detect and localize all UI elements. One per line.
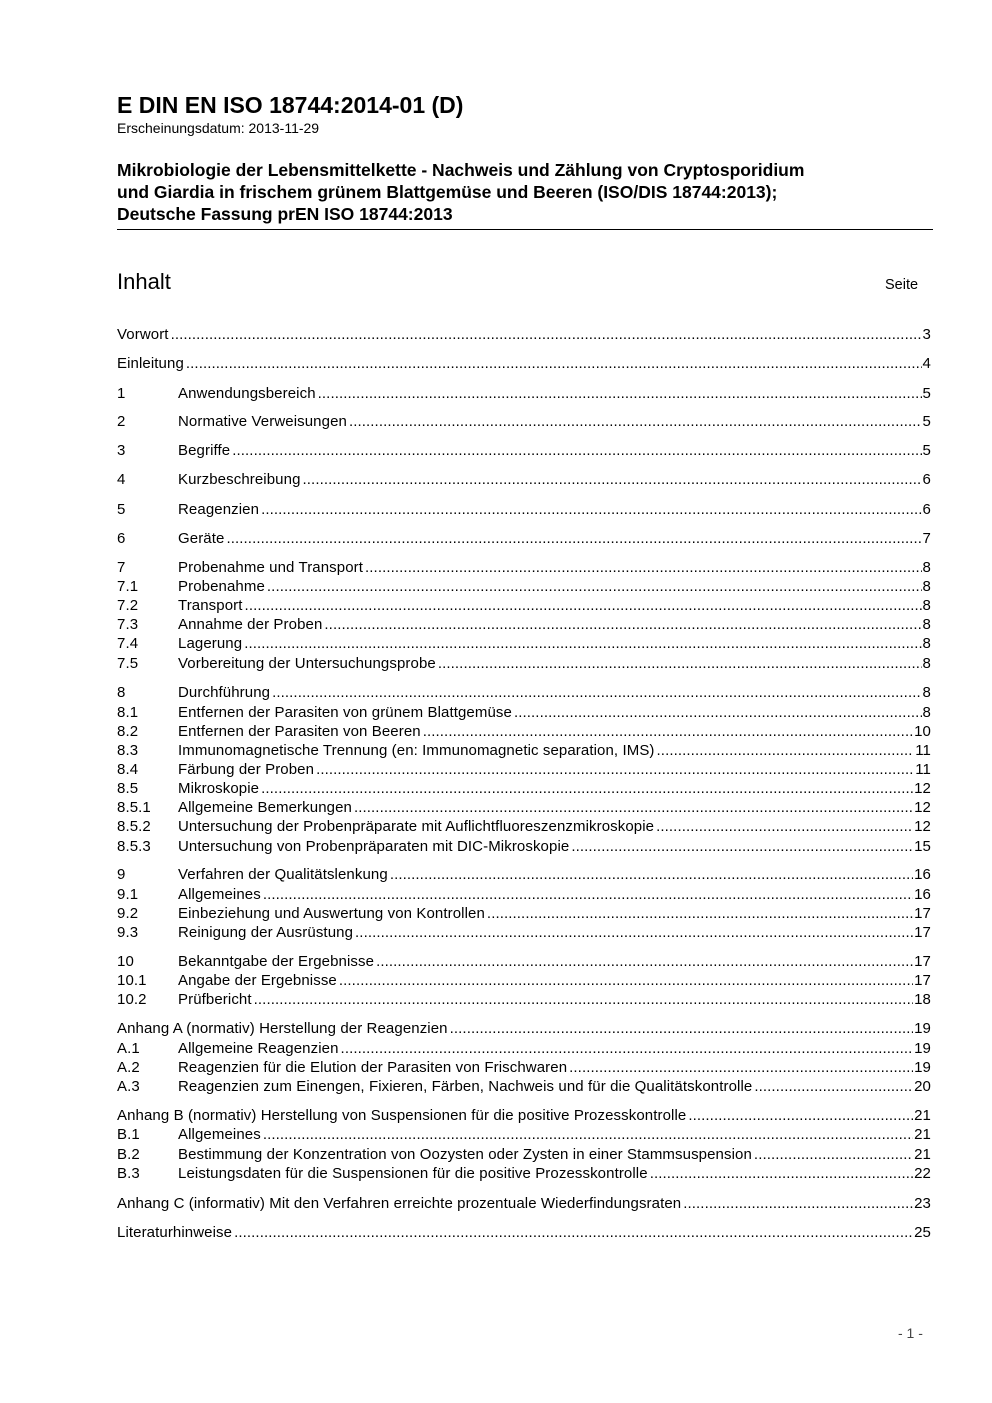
- toc-entry-page: 7: [922, 530, 931, 547]
- toc-entry-page: 18: [914, 991, 931, 1008]
- toc-entry[interactable]: [117, 325, 931, 344]
- toc-dot-leader: [688, 1106, 913, 1125]
- toc-entry-page: 23: [914, 1195, 931, 1212]
- toc-entry[interactable]: [117, 384, 931, 403]
- toc-dot-leader: [303, 470, 922, 489]
- toc-entry[interactable]: [117, 798, 931, 817]
- toc-entry-page: 16: [914, 886, 931, 903]
- toc-entry-title: Reagenzien für die Elution der Parasiten von Frischwaren: [178, 1059, 568, 1076]
- toc-entry-number: 1: [117, 385, 126, 402]
- toc-entry-number: 6: [117, 530, 126, 547]
- toc-entry-title: Durchführung: [178, 684, 271, 701]
- toc-entry-number: 7.2: [117, 597, 139, 614]
- toc-entry-title: Reinigung der Ausrüstung: [178, 924, 354, 941]
- toc-entry-page: 8: [922, 559, 931, 576]
- toc-entry-number: B.3: [117, 1165, 140, 1182]
- toc-entry-page: 25: [914, 1224, 931, 1241]
- toc-entry[interactable]: [117, 1058, 931, 1077]
- toc-entry-title: Entfernen der Parasiten von grünem Blattgemüse: [178, 704, 512, 721]
- toc-entry-page: 17: [914, 905, 931, 922]
- toc-dot-leader: [650, 1164, 913, 1183]
- toc-dot-leader: [272, 683, 921, 702]
- toc-entry[interactable]: [117, 441, 931, 460]
- toc-entry-title: Einbeziehung und Auswertung von Kontrollen: [178, 905, 485, 922]
- toc-dot-leader: [390, 865, 913, 884]
- toc-entry-title: Untersuchung von Probenpräparaten mit DIC-Mikroskopie: [178, 838, 570, 855]
- toc-entry-number: 7.1: [117, 578, 139, 595]
- toc-entry[interactable]: [117, 654, 931, 673]
- toc-entry[interactable]: [117, 1106, 931, 1125]
- toc-entry-title: Angabe der Ergebnisse: [178, 972, 337, 989]
- toc-dot-leader: [261, 500, 921, 519]
- toc-entry[interactable]: [117, 615, 931, 634]
- toc-entry-number: 8.1: [117, 704, 139, 721]
- toc-entry-title: Anhang A (normativ) Herstellung der Reagenzien: [117, 1020, 448, 1037]
- toc-entry-number: 10.1: [117, 972, 147, 989]
- toc-dot-leader: [186, 354, 922, 373]
- toc-dot-leader: [754, 1077, 913, 1096]
- toc-entry-number: 8.5: [117, 780, 139, 797]
- toc-entry[interactable]: [117, 865, 931, 884]
- toc-entry-title: Allgemeines: [178, 1126, 261, 1143]
- toc-entry-title: Anwendungsbereich: [178, 385, 316, 402]
- toc-entry[interactable]: [117, 1194, 931, 1213]
- toc-entry[interactable]: [117, 558, 931, 577]
- toc-entry-page: 6: [922, 501, 931, 518]
- toc-entry-title: Transport: [178, 597, 243, 614]
- toc-entry[interactable]: [117, 634, 931, 653]
- toc-entry-title: Verfahren der Qualitätslenkung: [178, 866, 388, 883]
- toc-dot-leader: [423, 722, 913, 741]
- toc-entry[interactable]: [117, 1223, 931, 1242]
- toc-entry-title: Allgemeine Reagenzien: [178, 1040, 339, 1057]
- toc-entry-number: 8.4: [117, 761, 139, 778]
- toc-entry-title: Literaturhinweise: [117, 1224, 233, 1241]
- toc-entry-number: 9.2: [117, 905, 139, 922]
- document-title-line: Deutsche Fassung prEN ISO 18744:2013: [117, 204, 453, 224]
- toc-entry-number: 8.5.3: [117, 838, 151, 855]
- toc-entry-title: Allgemeines: [178, 886, 261, 903]
- toc-entry-title: Bestimmung der Konzentration von Oozysten oder Zysten in einer Stammsuspension: [178, 1146, 752, 1163]
- toc-entry-title: Mikroskopie: [178, 780, 260, 797]
- toc-entry-number: A.2: [117, 1059, 140, 1076]
- toc-entry[interactable]: [117, 703, 931, 722]
- toc-entry-title: Lagerung: [178, 635, 243, 652]
- toc-entry-number: 5: [117, 501, 126, 518]
- toc-entry-page: 17: [914, 972, 931, 989]
- toc-entry-page: 21: [914, 1107, 931, 1124]
- toc-entry-number: 8: [117, 684, 126, 701]
- toc-entry-title: Anhang C (informativ) Mit den Verfahren erreichte prozentuale Wiederfindungsraten: [117, 1195, 682, 1212]
- toc-entry-title: Probenahme und Transport: [178, 559, 364, 576]
- toc-entry-page: 10: [914, 723, 931, 740]
- toc-dot-leader: [234, 1223, 913, 1242]
- toc-dot-leader: [341, 1039, 914, 1058]
- toc-entry[interactable]: [117, 470, 931, 489]
- toc-entry-page: 12: [914, 799, 931, 816]
- toc-entry-page: 19: [914, 1020, 931, 1037]
- toc-entry-page: 5: [922, 442, 931, 459]
- toc-dot-leader: [354, 798, 913, 817]
- toc-entry-title: Einleitung: [117, 355, 184, 372]
- toc-entry[interactable]: [117, 1145, 931, 1164]
- toc-entry[interactable]: [117, 990, 931, 1009]
- toc-entry-number: 8.5.2: [117, 818, 151, 835]
- toc-dot-leader: [450, 1019, 913, 1038]
- toc-entry-title: Leistungsdaten für die Suspensionen für die positive Prozesskontrolle: [178, 1165, 648, 1182]
- toc-entry-title: Bekanntgabe der Ergebnisse: [178, 953, 375, 970]
- toc-entry-page: 8: [922, 704, 931, 721]
- publication-date: Erscheinungsdatum: 2013-11-29: [117, 120, 320, 136]
- document-title: [117, 159, 933, 230]
- toc-entry-title: Reagenzien: [178, 501, 260, 518]
- toc-entry[interactable]: [117, 904, 931, 923]
- toc-dot-leader: [232, 441, 921, 460]
- toc-entry-title: Untersuchung der Probenpräparate mit Auflichtfluoreszenzmikroskopie: [178, 818, 655, 835]
- toc-dot-leader: [438, 654, 922, 673]
- toc-dot-leader: [318, 384, 922, 403]
- toc-entry-page: 17: [914, 953, 931, 970]
- toc-entry-page: 8: [922, 655, 931, 672]
- toc-dot-leader: [254, 990, 913, 1009]
- toc-entry[interactable]: [117, 1077, 931, 1096]
- toc-entry-number: A.1: [117, 1040, 140, 1057]
- toc-entry-title: Geräte: [178, 530, 225, 547]
- toc-entry-page: 22: [914, 1165, 931, 1182]
- toc-entry-page: 17: [914, 924, 931, 941]
- toc-entry-number: 9.1: [117, 886, 139, 903]
- toc-dot-leader: [267, 577, 922, 596]
- toc-entry[interactable]: [117, 500, 931, 519]
- toc-entry-number: 2: [117, 413, 126, 430]
- document-title-line: und Giardia in frischem grünem Blattgemüse und Beeren (ISO/DIS 18744:2013);: [117, 182, 778, 202]
- toc-entry-page: 8: [922, 616, 931, 633]
- toc-dot-leader: [339, 971, 913, 990]
- toc-entry-page: 11: [915, 742, 931, 759]
- toc-entry-title: Reagenzien zum Einengen, Fixieren, Färben, Nachweis und für die Qualitätskontrolle: [178, 1078, 753, 1095]
- toc-dot-leader: [261, 779, 913, 798]
- toc-entry-title: Vorbereitung der Untersuchungsprobe: [178, 655, 436, 672]
- toc-entry-number: 8.2: [117, 723, 139, 740]
- toc-dot-leader: [569, 1058, 913, 1077]
- toc-dot-leader: [316, 760, 914, 779]
- toc-entry-page: 15: [914, 838, 931, 855]
- toc-dot-leader: [657, 741, 915, 760]
- toc-entry-number: 3: [117, 442, 126, 459]
- toc-entry-title: Begriffe: [178, 442, 231, 459]
- toc-entry-title: Allgemeine Bemerkungen: [178, 799, 352, 816]
- toc-entry[interactable]: [117, 817, 931, 836]
- toc-entry[interactable]: [117, 1164, 931, 1183]
- document-id: E DIN EN ISO 18744:2014-01 (D): [117, 92, 464, 118]
- toc-entry[interactable]: [117, 722, 931, 741]
- toc-entry[interactable]: [117, 412, 931, 431]
- toc-entry[interactable]: [117, 529, 931, 548]
- toc-entry-number: 9: [117, 866, 126, 883]
- toc-entry[interactable]: [117, 923, 931, 942]
- toc-entry[interactable]: [117, 354, 931, 373]
- toc-entry-title: Annahme der Proben: [178, 616, 323, 633]
- toc-entry-page: 16: [914, 866, 931, 883]
- toc-dot-leader: [571, 837, 913, 856]
- toc-entry-page: 6: [922, 471, 931, 488]
- toc-entry-page: 8: [922, 597, 931, 614]
- toc-dot-leader: [487, 904, 913, 923]
- toc-entry-page: 3: [922, 326, 931, 343]
- page-number: - 1 -: [898, 1325, 923, 1341]
- toc-entry-page: 5: [922, 385, 931, 402]
- toc-entry[interactable]: [117, 683, 931, 702]
- toc-entry-number: A.3: [117, 1078, 140, 1095]
- toc-dot-leader: [514, 703, 922, 722]
- toc-dot-leader: [355, 923, 913, 942]
- toc-entry-number: 7.3: [117, 616, 139, 633]
- toc-entry[interactable]: [117, 596, 931, 615]
- toc-entry-page: 19: [914, 1040, 931, 1057]
- toc-entry[interactable]: [117, 741, 931, 760]
- toc-entry-page: 19: [914, 1059, 931, 1076]
- toc-dot-leader: [171, 325, 922, 344]
- toc-dot-leader: [263, 885, 913, 904]
- toc-entry-page: 8: [922, 578, 931, 595]
- toc-entry[interactable]: [117, 1039, 931, 1058]
- toc-heading: Inhalt: [117, 269, 171, 294]
- toc-dot-leader: [376, 952, 913, 971]
- toc-entry-page: 8: [922, 684, 931, 701]
- toc-entry[interactable]: [117, 779, 931, 798]
- toc-entry-title: Färbung der Proben: [178, 761, 315, 778]
- toc-entry-number: 7.5: [117, 655, 139, 672]
- toc-entry-page: 20: [914, 1078, 931, 1095]
- toc-entry-number: 10.2: [117, 991, 147, 1008]
- toc-entry-title: Vorwort: [117, 326, 169, 343]
- toc-entry-number: 8.5.1: [117, 799, 151, 816]
- toc-entry-page: 12: [914, 780, 931, 797]
- toc-entry[interactable]: [117, 837, 931, 856]
- toc-entry-number: 8.3: [117, 742, 139, 759]
- toc-dot-leader: [754, 1145, 913, 1164]
- toc-entry-page: 4: [922, 355, 931, 372]
- toc-dot-leader: [245, 596, 922, 615]
- toc-entry-number: B.2: [117, 1146, 140, 1163]
- toc-page-column-label: Seite: [885, 277, 919, 293]
- toc-entry-title: Prüfbericht: [178, 991, 252, 1008]
- toc-dot-leader: [656, 817, 913, 836]
- toc-dot-leader: [263, 1125, 913, 1144]
- toc-entry[interactable]: [117, 1019, 931, 1038]
- toc-entry-number: 10: [117, 953, 134, 970]
- toc-entry-title: Entfernen der Parasiten von Beeren: [178, 723, 421, 740]
- toc-entry-title: Immunomagnetische Trennung (en: Immunomagnetic separation, IMS): [178, 742, 655, 759]
- toc-entry-page: 12: [914, 818, 931, 835]
- toc-dot-leader: [365, 558, 922, 577]
- toc-entry-title: Normative Verweisungen: [178, 413, 347, 430]
- toc-dot-leader: [226, 529, 921, 548]
- toc-entry-number: 7.4: [117, 635, 139, 652]
- toc-dot-leader: [349, 412, 922, 431]
- toc-entry-title: Kurzbeschreibung: [178, 471, 301, 488]
- toc-entry-title: Probenahme: [178, 578, 265, 595]
- toc-entry-number: 7: [117, 559, 126, 576]
- toc-entry-page: 21: [914, 1126, 931, 1143]
- toc-entry-page: 5: [922, 413, 931, 430]
- toc-entry[interactable]: [117, 971, 931, 990]
- toc-entry[interactable]: [117, 885, 931, 904]
- toc-entry[interactable]: [117, 1125, 931, 1144]
- toc-entry-page: 21: [914, 1146, 931, 1163]
- toc-entry[interactable]: [117, 760, 931, 779]
- toc-entry-number: 9.3: [117, 924, 139, 941]
- toc-entry-number: B.1: [117, 1126, 140, 1143]
- toc-entry[interactable]: [117, 577, 931, 596]
- document-title-line: Mikrobiologie der Lebensmittelkette - Nachweis und Zählung von Cryptosporidium: [117, 160, 805, 180]
- toc-dot-leader: [244, 634, 921, 653]
- toc-entry-title: Anhang B (normativ) Herstellung von Suspensionen für die positive Prozesskontrolle: [117, 1107, 687, 1124]
- toc-dot-leader: [683, 1194, 913, 1213]
- toc-entry[interactable]: [117, 952, 931, 971]
- toc-dot-leader: [324, 615, 921, 634]
- toc-entry-page: 8: [922, 635, 931, 652]
- toc-entry-page: 11: [915, 761, 931, 778]
- toc-entry-number: 4: [117, 471, 126, 488]
